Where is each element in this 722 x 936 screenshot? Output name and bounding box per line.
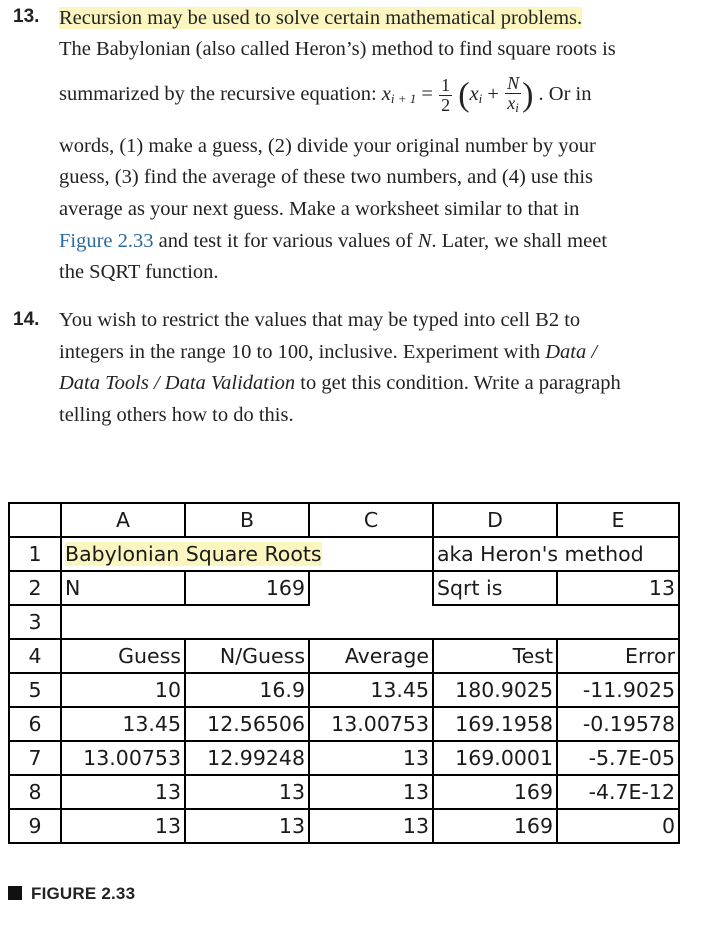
problem-14-number: 14. [13, 309, 40, 330]
cell: 13 [61, 809, 185, 843]
problem-13-line-6: average as your next guess. Make a worksheet similar to that in [59, 198, 580, 220]
cell: 13 [185, 809, 309, 843]
table-row [9, 809, 679, 843]
cell: 13.00753 [61, 741, 185, 775]
table-row [9, 673, 679, 707]
column-header-e: E [557, 503, 679, 537]
cell: 0 [557, 809, 679, 843]
row-number: 6 [9, 707, 61, 741]
row-number: 8 [9, 775, 61, 809]
cell: -5.7E-05 [557, 741, 679, 775]
cell: 180.9025 [433, 673, 557, 707]
cell: 12.99248 [185, 741, 309, 775]
figure-2-33-link[interactable]: Figure 2.33 [59, 230, 154, 252]
cell-a2: N [61, 571, 185, 605]
table-row [9, 775, 679, 809]
problem-13-line-8: the SQRT function. [59, 261, 219, 283]
cell: 16.9 [185, 673, 309, 707]
column-header-b: B [185, 503, 309, 537]
aka-cell: aka Heron's method [433, 537, 679, 571]
header-n-over-guess: N/Guess [185, 639, 309, 673]
problem-13-line-2: The Babylonian (also called Heron’s) method to find square roots is [59, 38, 616, 60]
cell: 13 [309, 775, 433, 809]
table-row [9, 707, 679, 741]
problem-13-line-1: Recursion may be used to solve certain mathematical problems. [59, 7, 583, 29]
cell: 13.45 [309, 673, 433, 707]
header-error: Error [557, 639, 679, 673]
row-number: 1 [9, 537, 61, 571]
empty-row-cell [61, 605, 679, 639]
cell-b2: 169 [185, 571, 309, 605]
caption-square-icon [8, 886, 22, 900]
cell-c2 [309, 571, 433, 605]
problem-13-line-7: Figure 2.33 and test it for various values of N. Later, we shall meet [59, 230, 608, 252]
row-number: 7 [9, 741, 61, 775]
problem-13-line-4: words, (1) make a guess, (2) divide your original number by your [59, 135, 596, 157]
cell: 169 [433, 809, 557, 843]
column-header-c: C [309, 503, 433, 537]
cell-d2: Sqrt is [433, 571, 557, 605]
column-header-row [9, 503, 679, 537]
row-number: 3 [9, 605, 61, 639]
header-average: Average [309, 639, 433, 673]
cell-e2: 13 [557, 571, 679, 605]
row-number: 2 [9, 571, 61, 605]
figure-caption [8, 884, 135, 904]
sheet-row-1 [9, 537, 679, 571]
cell: 169.0001 [433, 741, 557, 775]
header-guess: Guess [61, 639, 185, 673]
problem-13-equation-line: summarized by the recursive equation: $x_{i + 1}$ = $\frac{1}{2}$ ($x_i$ + $\frac{N}{x_i}$ ) . Or in [59, 72, 592, 115]
problem-14-line-3: Data Tools / Data Validation to get this condition. Write a paragraph [59, 372, 621, 394]
row-number: 4 [9, 639, 61, 673]
cell: 13 [61, 775, 185, 809]
cell: 13 [185, 775, 309, 809]
cell: 13 [309, 741, 433, 775]
cell: 169 [433, 775, 557, 809]
problem-14-line-1: You wish to restrict the values that may be typed into cell B2 to [59, 309, 581, 331]
spreadsheet-figure [8, 502, 680, 844]
sheet-row-3 [9, 605, 679, 639]
sheet-row-2 [9, 571, 679, 605]
row-number: 9 [9, 809, 61, 843]
cell: 13.45 [61, 707, 185, 741]
cell: 13 [309, 809, 433, 843]
problem-14-line-2: integers in the range 10 to 100, inclusive. Experiment with Data / [59, 341, 598, 363]
problem-14-line-4: telling others how to do this. [59, 404, 294, 426]
column-header-d: D [433, 503, 557, 537]
cell: 13.00753 [309, 707, 433, 741]
cell: 12.56506 [185, 707, 309, 741]
caption-text: FIGURE 2.33 [31, 884, 136, 903]
header-test: Test [433, 639, 557, 673]
table-row [9, 741, 679, 775]
cell: -11.9025 [557, 673, 679, 707]
problem-13-number: 13. [13, 6, 40, 27]
heron-equation: $x_{i + 1}$ = $\frac{1}{2}$ ($x_i$ + $\frac{N}{x_i}$ ) [381, 72, 534, 115]
column-header-a: A [61, 503, 185, 537]
row-number: 5 [9, 673, 61, 707]
sheet-title-cell: Babylonian Square Roots [61, 537, 433, 571]
cell: -0.19578 [557, 707, 679, 741]
cell: 169.1958 [433, 707, 557, 741]
corner-cell [9, 503, 61, 537]
sheet-row-4 [9, 639, 679, 673]
cell: 10 [61, 673, 185, 707]
cell: -4.7E-12 [557, 775, 679, 809]
problem-13-line-5: guess, (3) find the average of these two numbers, and (4) use this [59, 166, 593, 188]
